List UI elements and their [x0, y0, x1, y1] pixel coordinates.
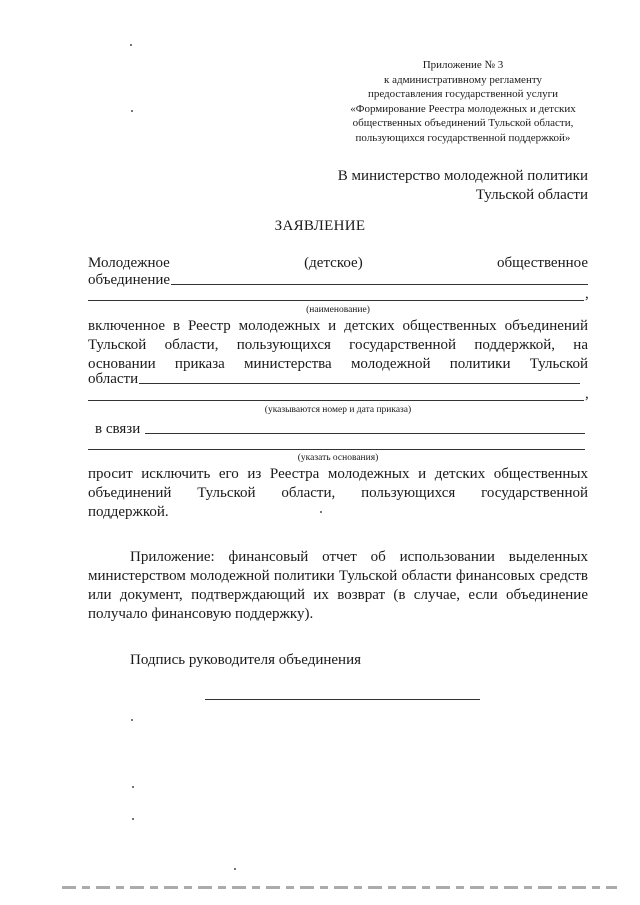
addressee-line-2: Тульской области — [475, 186, 588, 203]
reason-field-line-2[interactable] — [88, 449, 585, 450]
order-field-line-1[interactable] — [139, 383, 580, 384]
appendix-header — [300, 58, 626, 145]
org-label: объединение — [88, 272, 171, 288]
scan-speck — [132, 818, 134, 820]
order-field-line-2[interactable] — [88, 400, 584, 401]
addressee-line-1: В министерство молодежной политики — [337, 168, 588, 184]
scan-speck — [130, 44, 132, 46]
paragraph-line: поддержкой. — [88, 504, 169, 520]
comma: , — [585, 286, 589, 302]
appendix-line: Приложение № 3 — [422, 59, 504, 71]
org-name-field-line-2[interactable] — [88, 300, 584, 301]
scan-speck — [234, 868, 236, 870]
caption-order: (указываются номер и дата приказа) — [264, 405, 412, 415]
appendix-line: «Формирование Реестра молодежных и детских — [350, 102, 576, 115]
org-type-word-2: (детское) — [304, 255, 363, 271]
org-type-row — [88, 254, 588, 272]
appendix-line: предоставления государственной услуги — [367, 88, 559, 100]
comma: , — [585, 386, 589, 402]
appendix-line: общественных объединений Тульской области, — [352, 117, 574, 129]
request-paragraph — [88, 465, 588, 522]
document-title: ЗАЯВЛЕНИЕ — [274, 218, 366, 234]
included-paragraph — [88, 317, 588, 374]
scan-speck — [131, 110, 133, 112]
org-name-field-line-1[interactable] — [171, 284, 588, 285]
region-label: области — [88, 371, 139, 387]
addressee — [268, 167, 588, 204]
signature-field-line[interactable] — [205, 699, 480, 700]
scan-speck — [132, 786, 134, 788]
appendix-line: пользующихся государственной поддержкой» — [355, 131, 571, 144]
paragraph-line: Тульской области, пользующихся государственной поддержкой, на — [88, 337, 588, 353]
paragraph-line: основании приказа министерства молодежной политики Тульской — [88, 356, 588, 372]
scan-speck — [131, 719, 133, 721]
org-type-word-3: общественное — [497, 255, 588, 271]
reason-label: в связи — [95, 421, 141, 437]
reason-field-line-1[interactable] — [145, 433, 585, 434]
org-type-word-1: Молодежное — [88, 255, 170, 271]
signature-label: Подпись руководителя объединения — [130, 652, 361, 668]
scan-speck — [320, 511, 322, 513]
attachment-paragraph — [88, 548, 588, 624]
scan-edge-artifact — [62, 886, 617, 889]
paragraph-line: министерством молодежной политики Тульской области финансовых средств — [88, 568, 588, 584]
appendix-line: к административному регламенту — [384, 73, 542, 86]
paragraph-line: или документ, подтверждающий их возврат (в случае, если объединение — [88, 587, 588, 603]
paragraph-line: включенное в Реестр молодежных и детских общественных объединений — [88, 318, 588, 334]
caption-name: (наименование) — [306, 305, 370, 315]
paragraph-line: объединений Тульской области, пользующихся государственной — [88, 485, 588, 501]
paragraph-line: просит исключить его из Реестра молодежных и детских общественных — [88, 466, 588, 482]
caption-reason: (указать основания) — [297, 453, 379, 463]
paragraph-line: Приложение: финансовый отчет об использовании выделенных — [130, 549, 588, 565]
paragraph-line: получало финансовую поддержку). — [88, 606, 314, 622]
